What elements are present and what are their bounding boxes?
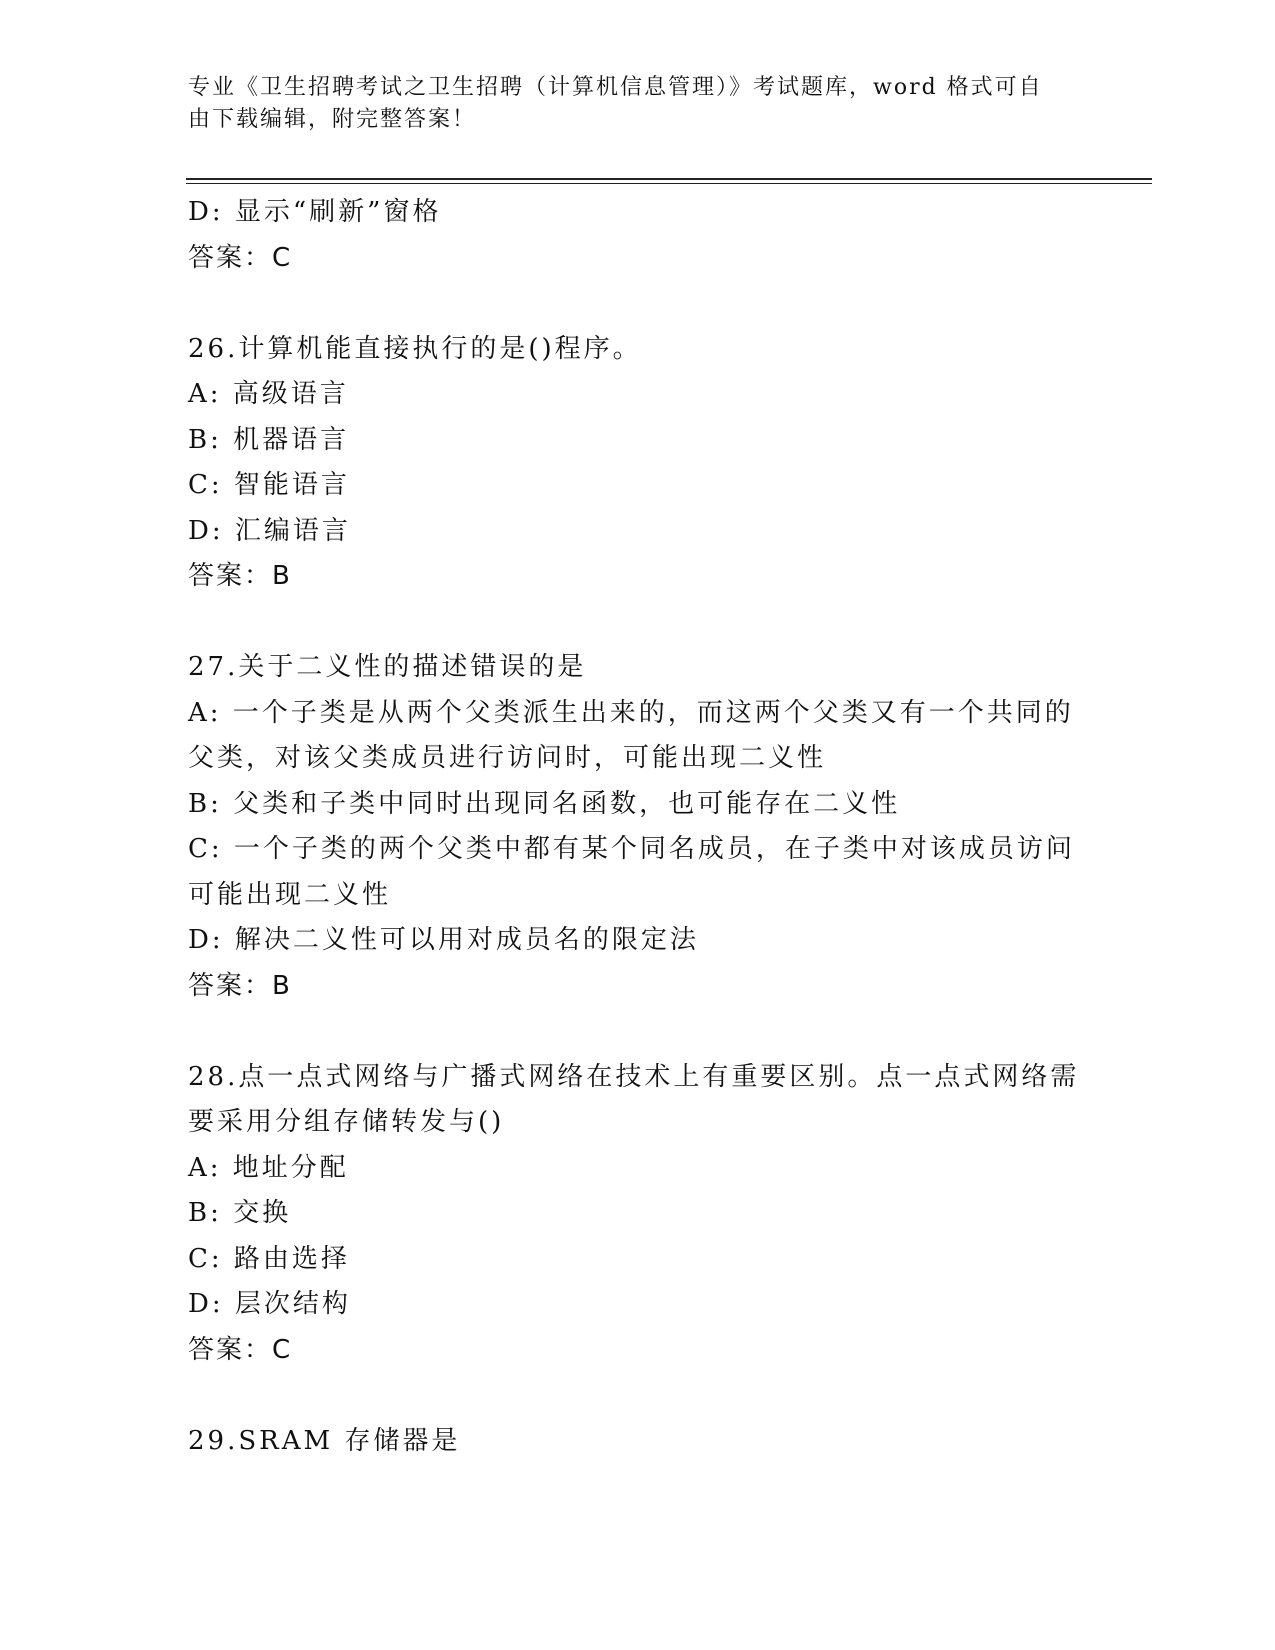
previous-option-d: D: 显示“刷新”窗格 bbox=[188, 197, 442, 227]
header-rule-thin bbox=[186, 183, 1152, 184]
question-list bbox=[188, 190, 1088, 1464]
question-stem: 26.计算机能直接执行的是()程序。 bbox=[188, 333, 642, 364]
question-27 bbox=[188, 645, 1088, 1009]
header-line-1: 专业《卫生招聘考试之卫生招聘（计算机信息管理）》考试题库，word 格式可自 bbox=[188, 75, 1043, 100]
answer: 答案：C bbox=[188, 1334, 293, 1365]
option-b: B: 机器语言 bbox=[188, 424, 350, 455]
option-d: D: 汇编语言 bbox=[188, 515, 351, 546]
option-a: A: 地址分配 bbox=[188, 1152, 349, 1183]
option-b: B: 交换 bbox=[188, 1198, 292, 1228]
option-d: D: 层次结构 bbox=[188, 1289, 351, 1319]
option-b: B: 父类和子类中同时出现同名函数，也可能存在二义性 bbox=[188, 788, 901, 819]
question-stem-continued: 要采用分组存储转发与() bbox=[188, 1107, 505, 1137]
previous-answer: 答案：C bbox=[188, 242, 293, 273]
question-29 bbox=[188, 1419, 1088, 1465]
option-c: C: 路由选择 bbox=[188, 1243, 350, 1274]
question-stem: 29.SRAM 存储器是 bbox=[188, 1425, 461, 1456]
option-c-continued: 可能出现二义性 bbox=[188, 879, 392, 910]
option-d: D: 解决二义性可以用对成员名的限定法 bbox=[188, 925, 699, 955]
header-rule-thick bbox=[186, 178, 1152, 180]
question-26 bbox=[188, 327, 1088, 600]
question-28 bbox=[188, 1055, 1088, 1374]
document-header bbox=[188, 72, 1068, 136]
answer: 答案：B bbox=[188, 561, 292, 591]
option-c: C: 一个子类的两个父类中都有某个同名成员，在子类中对该成员访问 bbox=[188, 834, 1075, 864]
answer: 答案：B bbox=[188, 970, 292, 1001]
option-a-continued: 父类，对该父类成员进行访问时，可能出现二义性 bbox=[188, 743, 827, 773]
question-stem: 28.点一点式网络与广播式网络在技术上有重要区别。点一点式网络需 bbox=[188, 1061, 1080, 1092]
question-stem: 27.关于二义性的描述错误的是 bbox=[188, 652, 587, 682]
header-line-2: 由下载编辑，附完整答案！ bbox=[188, 107, 477, 132]
option-c: C: 智能语言 bbox=[188, 470, 350, 500]
option-a: A: 一个子类是从两个父类派生出来的，而这两个父类又有一个共同的 bbox=[188, 697, 1074, 728]
option-a: A: 高级语言 bbox=[188, 379, 349, 409]
